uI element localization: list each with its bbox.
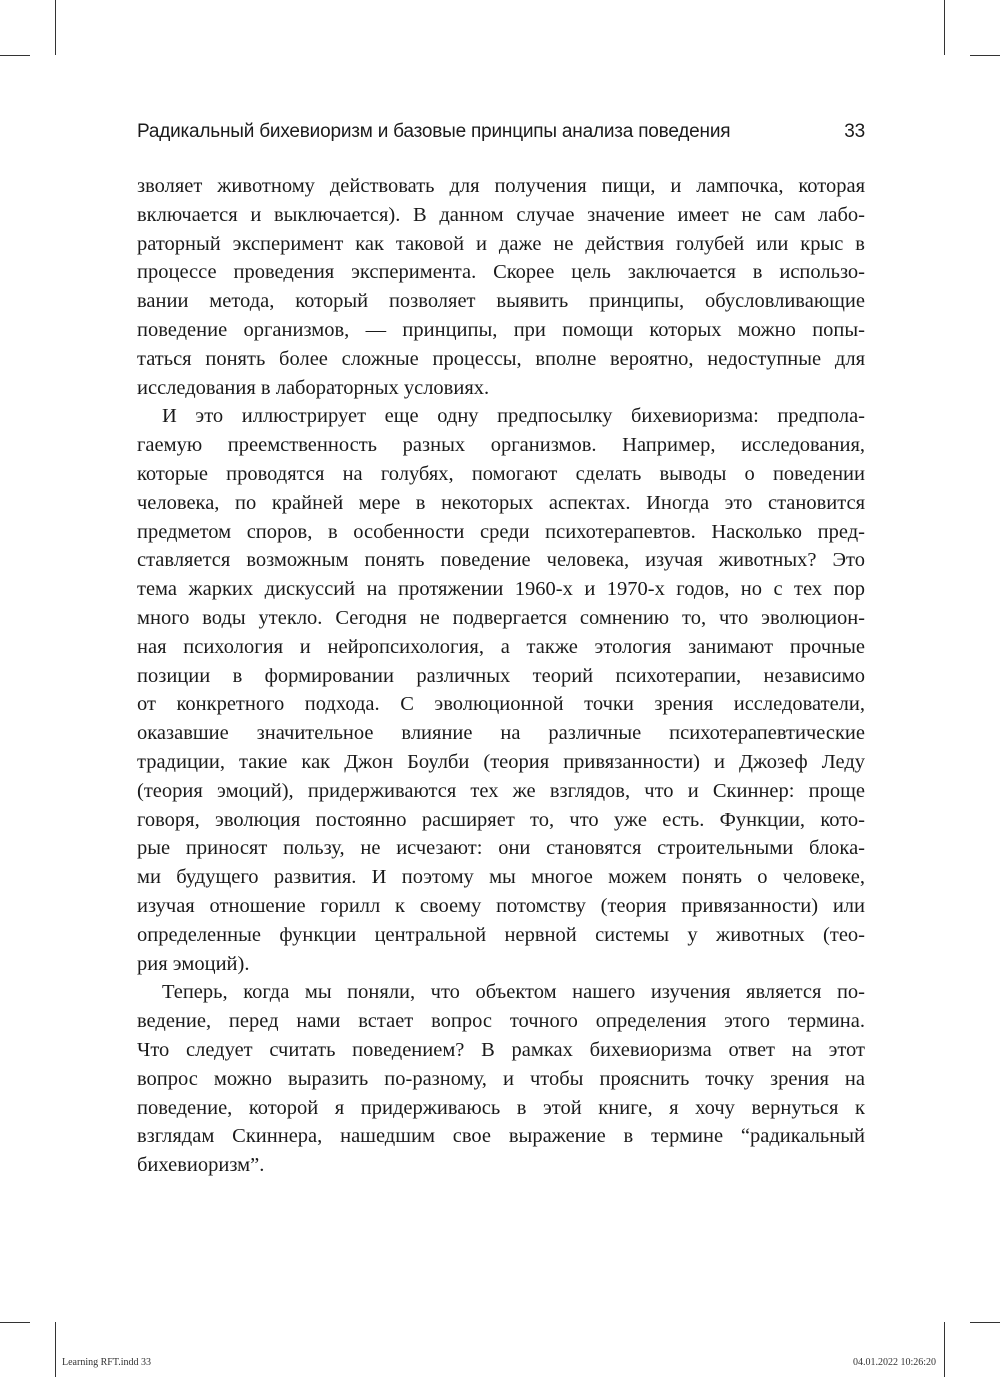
text-line: включается и выключается). В данном случае значение имеет не сам лабо- [137, 203, 865, 226]
text-line: рые приносят пользу, не исчезают: они становятся строительными блока- [137, 837, 865, 860]
text-line: оказавшие значительное влияние на различные психотерапевтические [137, 722, 865, 745]
text-line: поведение организмов, — принципы, при помощи которых можно попы- [137, 318, 865, 341]
paragraph [137, 172, 865, 402]
text-line: взглядам Скиннера, нашедшим свое выражение в термине “радикальный [137, 1125, 865, 1148]
text-line: определенные функции центральной нервной системы у животных (тео- [137, 923, 865, 946]
body-text [137, 172, 865, 1180]
chapter-title: Радикальный бихевиоризм и базовые принципы анализа поведения [137, 121, 731, 142]
text-line: от конкретного подхода. С эволюционной точки зрения исследователи, [137, 693, 865, 716]
text-line: рия эмоций). [137, 952, 250, 975]
text-line: исследования в лабораторных условиях. [137, 376, 490, 399]
crop-mark-right-top [970, 55, 1000, 56]
text-line: (теория эмоций), придерживаются тех же взглядов, что и Скиннер: проще [137, 779, 865, 802]
paragraph [137, 402, 865, 978]
text-line: изучая отношение горилл к своему потомству (теория привязанности) или [137, 894, 865, 917]
text-line: гаемую преемственность разных организмов. Например, исследования, [137, 434, 865, 457]
text-line: зволяет животному действовать для получения пищи, и лампочка, которая [137, 175, 865, 197]
page-number: 33 [844, 121, 865, 142]
text-line: бихевиоризм”. [137, 1154, 265, 1177]
text-line: ная психология и нейропсихология, а также этология занимают прочные [137, 635, 865, 658]
text-line: человека, по крайней мере в некоторых аспектах. Иногда это становится [137, 491, 865, 514]
text-line: много воды утекло. Сегодня не подвергается сомнению то, что эволюцион- [137, 606, 865, 629]
text-line: вании метода, который позволяет выявить принципы, обусловливающие [137, 290, 865, 313]
text-line: традиции, такие как Джон Боулби (теория привязанности) и Джозеф Леду [137, 750, 865, 773]
running-head [137, 121, 865, 143]
text-line: процессе проведения эксперимента. Скорее цель заключается в использо- [137, 261, 865, 284]
slug-timestamp: 04.01.2022 10:26:20 [852, 1357, 936, 1368]
crop-mark-left-top [0, 55, 30, 56]
text-line: тема жарких дискуссий на протяжении 1960-х и 1970-х годов, но с тех пор [137, 578, 865, 601]
paragraph [137, 978, 865, 1180]
text-line: И это иллюстрирует еще одну предпосылку бихевиоризма: предпола- [162, 405, 865, 428]
text-line: предметом споров, в особенности среди психотерапевтов. Насколько пред- [137, 520, 865, 543]
crop-mark-top-left [55, 0, 56, 55]
slug-file: Learning RFT.indd 33 [62, 1357, 151, 1368]
text-line: ведение, перед нами встает вопрос точного определения этого термина. [137, 1010, 865, 1033]
crop-mark-bottom-left [55, 1322, 56, 1377]
text-line: ставляется возможным понять поведение человека, изучая животных? Это [137, 549, 865, 572]
text-line: говоря, эволюция постоянно расширяет то, что уже есть. Функции, кото- [137, 808, 865, 831]
text-line: ми будущего развития. И поэтому мы многое можем понять о человеке, [137, 866, 865, 889]
crop-mark-left-bottom [0, 1322, 30, 1323]
text-line: таться понять более сложные процессы, вполне вероятно, недоступные для [137, 347, 865, 370]
text-line: раторный эксперимент как таковой и даже не действия голубей или крыс в [137, 232, 865, 255]
text-line: поведение, которой я придерживаюсь в этой книге, я хочу вернуться к [137, 1096, 865, 1119]
crop-mark-right-bottom [970, 1322, 1000, 1323]
crop-mark-bottom-right [944, 1322, 945, 1377]
text-line: Теперь, когда мы поняли, что объектом нашего изучения является по- [162, 981, 865, 1004]
text-line: вопрос можно выразить по-разному, и чтобы прояснить точку зрения на [137, 1067, 865, 1090]
text-line: которые проводятся на голубях, помогают сделать выводы о поведении [137, 462, 865, 485]
text-line: позиции в формировании различных теорий психотерапии, независимо [137, 664, 865, 687]
text-line: Что следует считать поведением? В рамках бихевиоризма ответ на этот [137, 1038, 865, 1061]
crop-mark-top-right [944, 0, 945, 55]
